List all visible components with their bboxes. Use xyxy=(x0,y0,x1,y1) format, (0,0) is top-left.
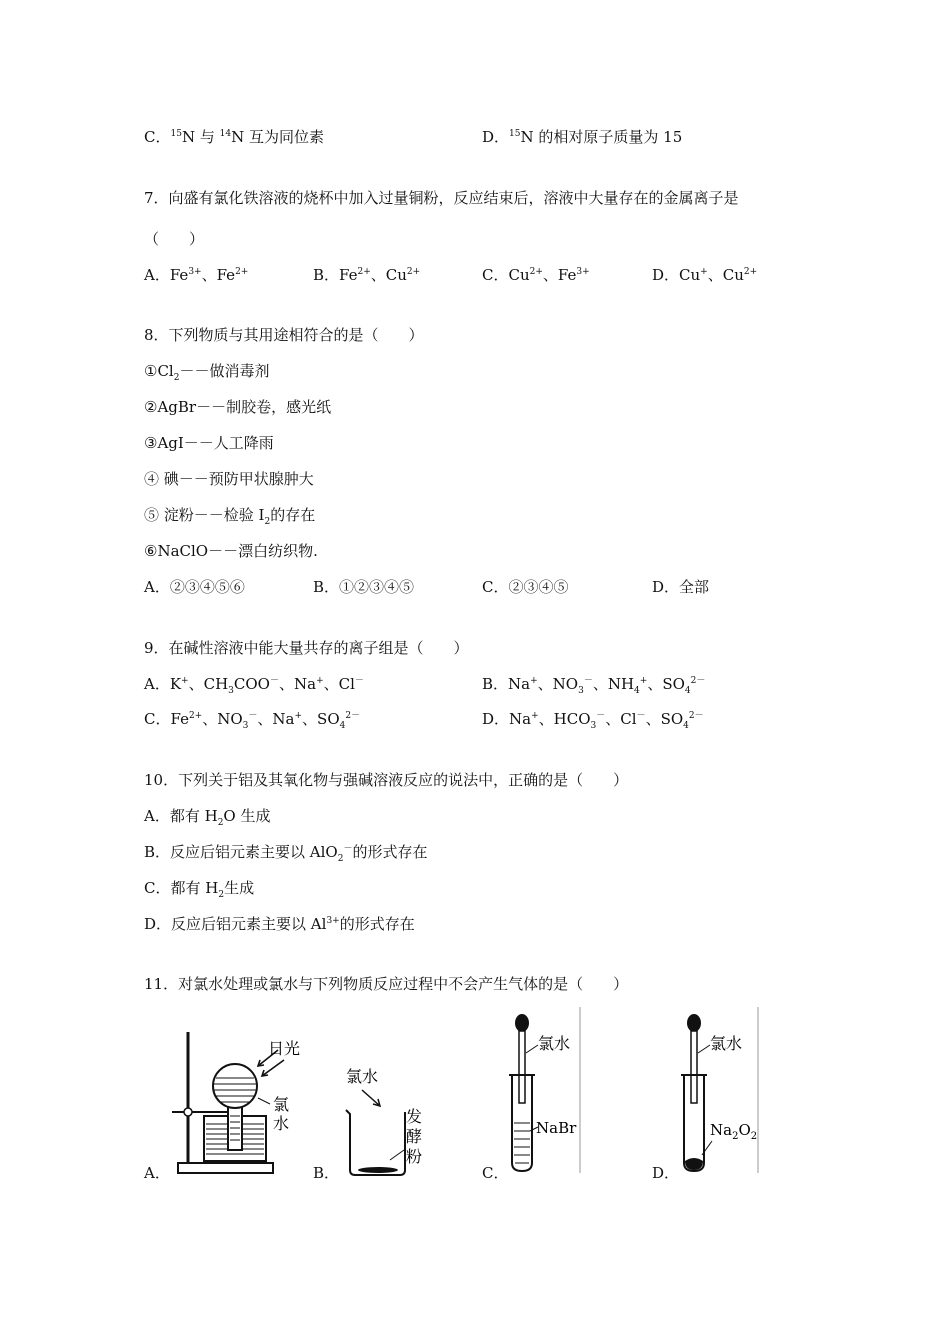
sun-label: 日光 xyxy=(268,1039,301,1058)
dropper-tube xyxy=(691,1031,697,1103)
q8-item-1: $①Cl_2--$做消毒剂 xyxy=(144,362,270,383)
figure-d-test-tube xyxy=(670,1005,765,1180)
q7-option-b: B．$Fe^{2+}$、$Cu^{2+}$ xyxy=(313,266,421,284)
q9-option-a: A．K+、$CH_3COO^-$、Na+、Cl－ xyxy=(144,675,364,696)
figure-b-beaker xyxy=(340,1060,440,1180)
flask-neck xyxy=(228,1104,242,1150)
yeast-label-3: 粉 xyxy=(406,1147,423,1166)
q7-stem: 7．向盛有氯化铁溶液的烧杯中加入过量铜粉，反应结束后，溶液中大量存在的金属离子是 xyxy=(144,189,739,207)
dropper-tube xyxy=(519,1031,525,1103)
q7-option-a: A．$Fe^{3+}$、$Fe^{2+}$ xyxy=(144,266,249,284)
q8-item-6: ⑥NaClO－－漂白纺织物. xyxy=(144,542,318,560)
q9-option-b: B．Na+、$NO_3^-$、$NH_4^+$、$SO_4^{2-}$ xyxy=(482,675,706,696)
chlorine-water-label-2: 水 xyxy=(273,1114,290,1133)
stand-base xyxy=(178,1163,273,1173)
yeast-label-2: 酵 xyxy=(406,1127,423,1146)
q11-label-b: B． xyxy=(313,1164,340,1182)
q8-option-c: C．②③④⑤ xyxy=(482,578,569,596)
q8-item-5: ⑤ 淀粉－－检验 $I_2$的存在 xyxy=(144,506,316,527)
flask-bulb xyxy=(213,1064,257,1108)
q8-option-b: B．①②③④⑤ xyxy=(313,578,415,596)
q8-option-d: D．全部 xyxy=(652,578,710,596)
q11-label-c: C． xyxy=(482,1164,509,1182)
chlorine-water-label: 氯水 xyxy=(346,1067,379,1086)
q9-stem: 9．在碱性溶液中能大量共存的离子组是（ ） xyxy=(144,639,469,657)
chlorine-water-label: 氯水 xyxy=(538,1034,571,1053)
q11-label-d: D． xyxy=(652,1164,680,1182)
q10-stem: 10．下列关于铝及其氧化物与强碱溶液反应的说法中，正确的是（ ） xyxy=(144,771,629,789)
q10-option-b: B．反应后铝元素主要以 AlO$_2$－的形式存在 xyxy=(144,843,428,864)
q10-option-d: D．反应后铝元素主要以 $Al^{3+}$的形式存在 xyxy=(144,915,415,933)
chlorine-water-label: 氯水 xyxy=(710,1034,743,1053)
dropper-bulb xyxy=(687,1014,701,1032)
q9-option-d: D．Na+、$HCO_3^-$、Cl－、$SO_4^{2-}$ xyxy=(482,710,704,731)
q9-option-c: C．$Fe^{2+}$、$NO_3^-$、Na+、$SO_4^{2-}$ xyxy=(144,710,361,731)
q8-stem: 8．下列物质与其用途相符合的是（ ） xyxy=(144,326,424,344)
figure-c-test-tube xyxy=(500,1005,590,1180)
q11-label-a: A． xyxy=(144,1164,170,1182)
na2o2-label: $Na_2O_2$ xyxy=(710,1121,758,1142)
figure-a-flask-sunlight xyxy=(160,1020,310,1180)
q6-option-d: D．$^{15}$N 的相对原子质量为 15 xyxy=(482,128,683,146)
q6-option-c: C．$^{15}$N 与 $^{14}$N 互为同位素 xyxy=(144,128,324,146)
yeast-powder xyxy=(358,1167,398,1173)
q7-option-d: D．Cu+、$Cu^{2+}$ xyxy=(652,266,758,284)
nabr-label: NaBr xyxy=(536,1119,577,1137)
q7-blank: （ ） xyxy=(144,230,205,248)
chlorine-water-label-1: 氯 xyxy=(273,1095,290,1114)
q8-item-3: ③AgI－－人工降雨 xyxy=(144,434,274,452)
q8-item-4: ④ 碘－－预防甲状腺肿大 xyxy=(144,470,314,488)
q10-option-c: C．都有 $H_2$生成 xyxy=(144,879,255,900)
beaker-body xyxy=(346,1110,405,1175)
sodium-peroxide-solid xyxy=(685,1158,703,1170)
dropper-bulb xyxy=(515,1014,529,1032)
q7-option-c: C．$Cu^{2+}$、$Fe^{3+}$ xyxy=(482,266,590,284)
yeast-label-1: 发 xyxy=(406,1107,423,1126)
q8-option-a: A．②③④⑤⑥ xyxy=(144,578,245,596)
q11-stem: 11．对氯水处理或氯水与下列物质反应过程中不会产生气体的是（ ） xyxy=(144,975,629,993)
q8-item-2: ②AgBr－－制胶卷，感光纸 xyxy=(144,398,332,416)
q10-option-a: A．都有 $H_2O$ 生成 xyxy=(144,807,271,828)
